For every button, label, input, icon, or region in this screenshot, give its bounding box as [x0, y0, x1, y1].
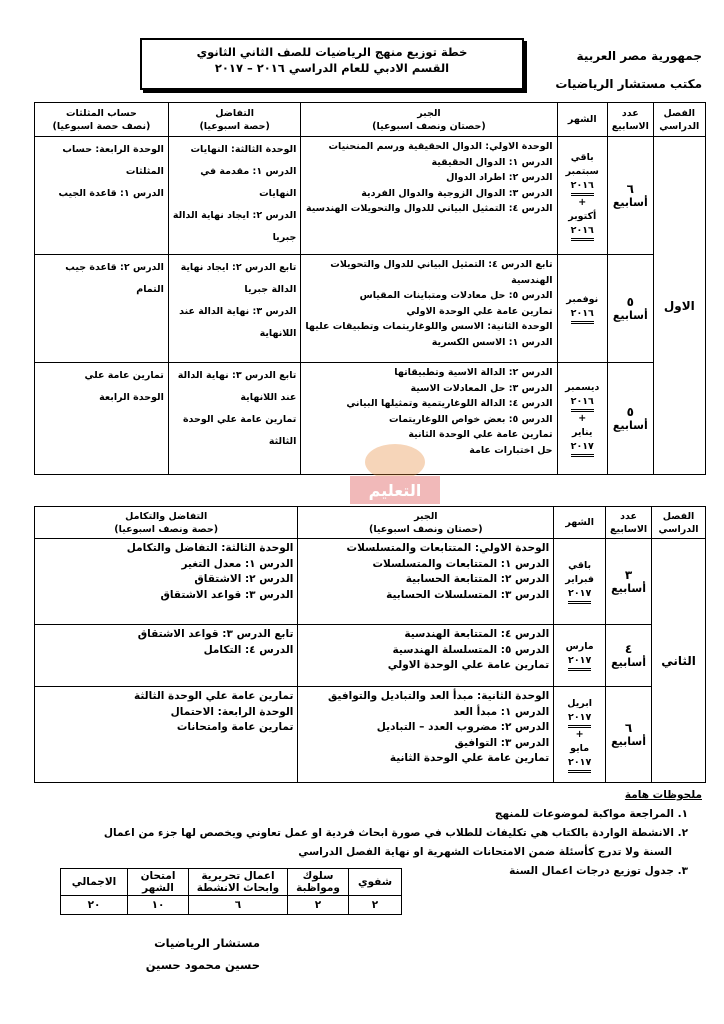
- list-item: تابع الدرس ٤: التمثيل البياني للدوال والتحويلات: [330, 259, 553, 270]
- list-item: تمارين عامة علي الوحدة: [182, 414, 297, 425]
- list-item: تابع الدرس ٣: قواعد الاشتقاق: [137, 628, 294, 640]
- month-cell: ابريل ٢٠١٧ + مايو ٢٠١٧: [554, 687, 606, 783]
- algebra-cell: [301, 255, 557, 363]
- algebra-cell: [298, 539, 554, 625]
- list-item: الدرس ٣: التوافيق: [454, 736, 550, 749]
- list-item: الوحدة الثالثة: التفاضل والتكامل: [126, 542, 294, 554]
- list-item: الدالة جبريا: [244, 284, 297, 295]
- month-header: الشهر: [557, 103, 607, 137]
- list-item: الوحدة الاولي: الدوال الحقيقية ورسم المنحنيات: [328, 141, 553, 152]
- office-name: مكتب مستشار الرياضيات: [555, 77, 702, 91]
- grade-header: سلوك ومواظبة: [288, 869, 349, 896]
- calc-cell: [35, 625, 298, 687]
- list-item: تمارين عامة علي الوحدة الثانية: [389, 752, 550, 764]
- list-item: الدرس ٢: قاعدة جيب: [65, 262, 164, 273]
- list-item: تمارين عامة علي الوحدة الاولي: [387, 659, 550, 671]
- term1-table: [34, 102, 706, 475]
- note-item: ٢. الانشطة الواردة بالكتاب هي تكليفات للطلاب في صورة ابحاث فردية او عمل تعاوني ويخصص لها جزء من اعمال: [103, 827, 688, 839]
- list-item: الدرس ٤: الدالة اللوغاريتمية وتمثيلها البياني: [346, 398, 553, 409]
- list-item: الوحدة الاولي: المتتابعات والمتسلسلات: [346, 542, 550, 554]
- month-cell: باقي فبراير ٢٠١٧: [554, 539, 606, 625]
- notes-section: [12, 786, 702, 881]
- term2-table: [34, 506, 706, 783]
- list-item: تابع الدرس ٢: ايجاد نهاية: [180, 262, 297, 273]
- note-item: ٣. جدول توزيع درجات اعمال السنة: [509, 865, 688, 877]
- list-item: الدرس ٥: بعض خواص اللوغاريتمات: [388, 413, 553, 425]
- list-item: تابع الدرس ٣: نهاية الدالة: [177, 370, 297, 381]
- list-item: التمام: [136, 284, 164, 295]
- list-item: الدرس ٤: المتتابعة الهندسية: [404, 628, 550, 640]
- list-item: المثلثات: [125, 166, 164, 177]
- title-line-1: خطة توزيع منهج الرياضيات للصف الثاني الثانوي: [196, 45, 468, 59]
- list-item: الدرس ٢: المتتابعة الحسابية: [405, 573, 550, 585]
- trig-cell: [35, 255, 169, 363]
- list-item: الدرس ٢: اطراد الدوال: [446, 172, 553, 183]
- list-item: الدرس ٣: نهاية الدالة عند: [179, 306, 297, 317]
- watermark-text: التعليم: [368, 481, 422, 500]
- list-item: الدرس ١: الدوال الحقيقية: [431, 156, 553, 168]
- list-item: الدرس ٢: الدالة الاسية وتطبيقاتها: [394, 367, 553, 378]
- list-item: تمارين عامة علي الوحدة الاولي: [406, 305, 553, 317]
- term-header: الفصل الدراسي: [653, 103, 705, 137]
- month-header: الشهر: [554, 507, 606, 539]
- calc-cell: [35, 539, 298, 625]
- signature-name: حسين محمود حسين: [145, 958, 260, 972]
- trig-header: حساب المثلثات (نصف حصة اسبوعيا): [35, 103, 169, 137]
- watermark-circle: [365, 444, 425, 480]
- list-item: الدرس ١: معدل التغير: [181, 557, 294, 570]
- grade-header: الاجمالي: [61, 869, 128, 896]
- table-row: [35, 687, 706, 783]
- list-item: الوحدة الرابعة: [99, 392, 164, 403]
- term1-header-row: [35, 103, 706, 137]
- month-cell: باقي سبتمبر ٢٠١٦ + أكتوبر ٢٠١٦: [557, 137, 607, 255]
- title-line-2: القسم الادبي للعام الدراسي ٢٠١٦ – ٢٠١٧: [214, 61, 450, 75]
- grade-header: امتحان الشهر: [128, 869, 189, 896]
- algebra-cell: [298, 687, 554, 783]
- grade-value: ٢: [349, 896, 402, 915]
- list-item: حل اختبارات عامة: [469, 444, 553, 456]
- grade-value: ٢٠: [61, 896, 128, 915]
- weeks-cell: ٣ أسابيع: [606, 539, 652, 625]
- grade-value: ٢: [288, 896, 349, 915]
- list-item: الدرس ٥: حل معادلات ومتباينات المقياس: [359, 290, 553, 301]
- list-item: جبريا: [272, 232, 297, 243]
- grade-value: ٦: [189, 896, 288, 915]
- table-row: [35, 137, 706, 255]
- list-item: الدرس ٣: الدوال الزوجية والدوال الفردية: [361, 187, 553, 199]
- list-item: الهندسية: [511, 274, 553, 286]
- weeks-cell: ٥ أسابيع: [607, 363, 653, 475]
- weeks-header: عدد الاسابيع: [606, 507, 652, 539]
- list-item: الدرس ١: مقدمة في: [200, 166, 297, 177]
- algebra-header: الجبر (حصتان ونصف اسبوعيا): [298, 507, 554, 539]
- table-row: [35, 625, 706, 687]
- list-item: الدرس ١: مبدأ العد: [453, 705, 550, 718]
- list-item: الدرس ٣: قواعد الاشتقاق: [160, 588, 294, 601]
- month-cell: نوفمبر ٢٠١٦: [557, 255, 607, 363]
- list-item: تمارين عامة علي الوحدة الثالثة: [134, 690, 294, 702]
- list-item: الدرس ١: الاسس الكسرية: [431, 336, 553, 348]
- list-item: الوحدة الرابعة: حساب: [62, 144, 164, 155]
- month-cell: ديسمبر ٢٠١٦ + يناير ٢٠١٧: [557, 363, 607, 475]
- algebra-cell: [298, 625, 554, 687]
- calc-cell: [168, 363, 300, 475]
- calc-cell: [168, 255, 300, 363]
- note-item: السنة ولا تدرج كأسئلة ضمن الامتحانات الشهرية او نهاية الفصل الدراسي: [298, 846, 672, 858]
- term-name: الثاني: [652, 539, 706, 783]
- month-cell: مارس ٢٠١٧: [554, 625, 606, 687]
- list-item: الوحدة الرابعة: الاحتمال: [170, 705, 294, 718]
- watermark-logo: [330, 440, 460, 510]
- list-item: الدرس ٤: التكامل: [203, 643, 294, 656]
- signature-block: [140, 932, 260, 976]
- list-item: تمارين عامة وامتحانات: [176, 721, 294, 733]
- list-item: الوحدة الثانية: الاسس واللوغاريتمات وتطبيقات عليها: [305, 321, 553, 332]
- weeks-cell: ٦ أسابيع: [606, 687, 652, 783]
- weeks-cell: ٦ أسابيع: [607, 137, 653, 255]
- list-item: الدرس ١: المتتابعات والمتسلسلات: [372, 557, 550, 570]
- calc-header: التفاضل (حصة اسبوعيا): [168, 103, 300, 137]
- note-item: ١. المراجعة مواكبة لموضوعات للمنهج: [494, 808, 688, 820]
- title-box: [140, 38, 524, 90]
- weeks-cell: ٥ أسابيع: [607, 255, 653, 363]
- list-item: تمارين عامة علي: [84, 370, 164, 381]
- weeks-cell: ٤ أسابيع: [606, 625, 652, 687]
- table-row: [35, 255, 706, 363]
- list-item: النهايات: [259, 188, 297, 199]
- list-item: الدرس ٣: المتسلسلات الحسابية: [386, 588, 550, 601]
- list-item: الوحدة الثالثة: النهايات: [190, 144, 297, 155]
- list-item: الدرس ٢: مضروب العدد – التباديل: [376, 721, 550, 733]
- grade-header: شفوي: [349, 869, 402, 896]
- term2-header-row: [35, 507, 706, 539]
- trig-cell: [35, 137, 169, 255]
- list-item: الدرس ٤: التمثيل البياني للدوال والتحويلات الهندسية: [306, 203, 553, 214]
- notes-heading: ملحوظات هامة: [624, 789, 702, 801]
- weeks-header: عدد الاسابيع: [607, 103, 653, 137]
- calc-cell: [168, 137, 300, 255]
- list-item: الدرس ٢: ايجاد نهاية الدالة: [172, 210, 297, 221]
- trig-cell: [35, 363, 169, 475]
- algebra-cell: [301, 137, 557, 255]
- grades-table: [60, 868, 402, 915]
- grade-header: اعمال تحريرية وابحاث الانشطة: [189, 869, 288, 896]
- calc-cell: [35, 687, 298, 783]
- algebra-header: الجبر (حصتان ونصف اسبوعيا): [301, 103, 557, 137]
- list-item: تمارين عامة علي الوحدة الثانية: [408, 429, 553, 440]
- list-item: الدرس ٢: الاشتقاق: [194, 573, 294, 585]
- table-row: [35, 539, 706, 625]
- list-item: عند اللانهاية: [240, 392, 297, 403]
- list-item: اللانهاية: [259, 328, 297, 339]
- country-name: جمهورية مصر العربية: [576, 49, 702, 63]
- term-header: الفصل الدراسي: [652, 507, 706, 539]
- list-item: الدرس ١: قاعدة الجيب: [58, 188, 164, 199]
- list-item: الثالثة: [268, 436, 297, 447]
- grades-values-row: [61, 896, 402, 915]
- list-item: الدرس ٣: حل المعادلات الاسية: [410, 382, 553, 394]
- term-name: الاول: [653, 137, 705, 475]
- header-right: [555, 42, 702, 98]
- grades-header-row: [61, 869, 402, 896]
- signature-role: مستشار الرياضيات: [154, 936, 260, 950]
- grade-value: ١٠: [128, 896, 189, 915]
- list-item: الدرس ٥: المتسلسلة الهندسية: [392, 643, 550, 656]
- calc-header: التفاضل والتكامل (حصة ونصف اسبوعيا): [35, 507, 298, 539]
- list-item: الوحدة الثانية: مبدأ العد والتباديل والتوافيق: [327, 690, 550, 702]
